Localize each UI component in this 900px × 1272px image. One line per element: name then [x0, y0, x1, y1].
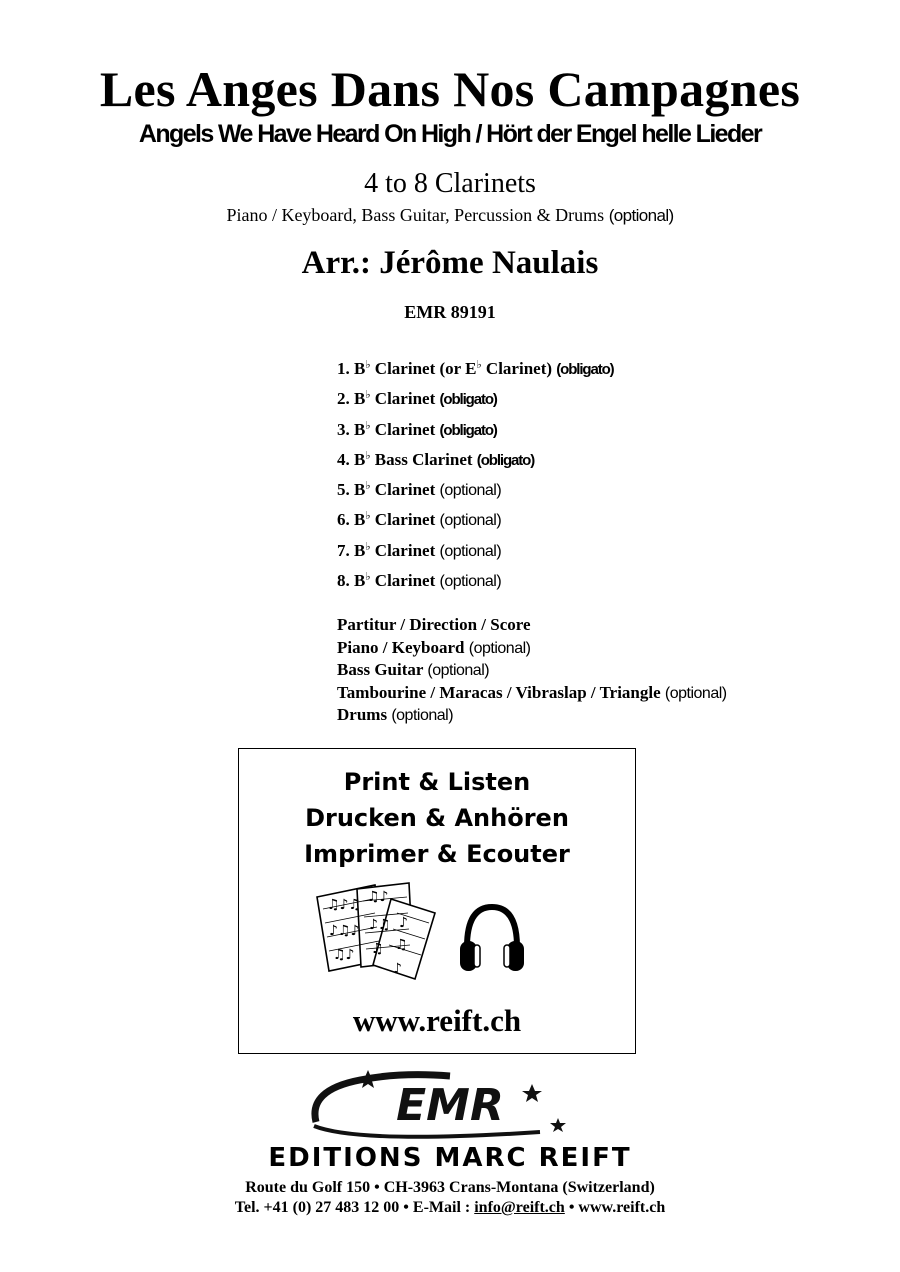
star-icon [358, 1070, 378, 1088]
subtitle: Angels We Have Heard On High / Hört der Engel helle Lieder [138, 120, 762, 148]
part-name: Bass Clarinet [370, 449, 477, 469]
page-title: Les Anges Dans Nos Campagnes [99, 61, 801, 117]
email-link[interactable]: info@reift.ch [474, 1199, 565, 1216]
flat-sign: ♭ [365, 540, 371, 553]
star-icon [550, 1118, 566, 1132]
catalog-number: EMR 89191 [404, 302, 496, 322]
part-name: Clarinet [370, 510, 440, 530]
extra-name: Partitur / Direction / Score [337, 615, 531, 634]
part-name: Clarinet [370, 540, 440, 560]
part-name: Clarinet [370, 571, 440, 591]
svg-text:♫♪♫: ♫♪♫ [327, 897, 362, 913]
flat-sign: ♭ [365, 510, 371, 523]
part-number: 2. B [337, 389, 366, 409]
part-item [337, 441, 614, 471]
flat-sign: ♭ [365, 480, 371, 493]
flat-sign: ♭ [365, 359, 371, 371]
flat-sign: ♭ [476, 359, 482, 371]
contact-separator: • [564, 1199, 579, 1216]
extra-name: Drums [337, 705, 392, 725]
extra-item [337, 682, 727, 705]
footer-website-link[interactable]: www.reift.ch [578, 1199, 666, 1216]
extra-item [337, 614, 727, 637]
part-number: 1. B [337, 359, 366, 378]
part-number: 3. B [337, 419, 366, 439]
instrumentation [0, 203, 900, 228]
svg-text:♫: ♫ [371, 941, 384, 957]
part-note: (optional) [439, 482, 502, 500]
svg-text:♪♫: ♪♫ [369, 917, 391, 933]
part-note: (optional) [439, 512, 502, 530]
extra-name: Piano / Keyboard [337, 637, 469, 657]
part-name: Clarinet [370, 389, 440, 409]
arranger: Arr.: Jérôme Naulais [301, 245, 599, 281]
part-item [337, 411, 614, 441]
part-name: Clarinet [370, 480, 440, 500]
part-note: (obligato) [476, 451, 535, 469]
flat-sign: ♭ [365, 571, 371, 584]
part-number: 4. B [337, 449, 366, 469]
part-name: Clarinet [370, 419, 440, 439]
svg-text:♪: ♪ [399, 915, 408, 931]
extra-name: Bass Guitar [337, 660, 428, 680]
part-note: (obligato) [439, 391, 497, 409]
part-number: 8. B [337, 571, 366, 591]
svg-text:♫♪: ♫♪ [367, 889, 389, 905]
part-name: Clarinet) [481, 359, 557, 378]
print-listen-box [238, 748, 636, 1054]
publisher-contact [0, 1198, 900, 1218]
part-number: 5. B [337, 480, 366, 500]
part-name: Clarinet (or E [370, 359, 477, 378]
part-note: (optional) [439, 542, 502, 560]
publisher-name: EDITIONS MARC REIFT [268, 1143, 632, 1173]
logo-text: EMR [396, 1080, 504, 1131]
promo-line-english: Print & Listen [343, 768, 531, 796]
svg-text:♫: ♫ [395, 937, 408, 953]
extra-item [337, 704, 727, 727]
part-item [337, 380, 614, 410]
promo-line-german: Drucken & Anhören [305, 804, 569, 832]
ensemble: 4 to 8 Clarinets [364, 168, 536, 199]
part-item [337, 471, 614, 501]
publisher-address: Route du Golf 150 • CH-3963 Crans-Montana (Switzerland) [245, 1179, 655, 1196]
extra-item [337, 659, 727, 682]
instrumentation-note: (optional) [608, 206, 674, 225]
extra-note: (optional) [468, 639, 531, 657]
part-note: (obligato) [556, 361, 614, 378]
website-link[interactable]: www.reift.ch [352, 1003, 522, 1038]
extra-note: (optional) [664, 684, 727, 702]
part-note: (obligato) [439, 421, 497, 439]
extra-item [337, 637, 727, 660]
svg-text:♪: ♪ [393, 961, 402, 977]
instrumentation-text: Piano / Keyboard, Bass Guitar, Percussion & Drums [226, 205, 605, 225]
parts-list [337, 350, 614, 592]
star-icon [522, 1084, 542, 1102]
flat-sign: ♭ [365, 419, 371, 432]
extra-note: (optional) [391, 707, 454, 725]
extra-note: (optional) [427, 662, 490, 680]
part-item [337, 350, 614, 380]
headphones-icon [457, 899, 527, 979]
extras-list [337, 614, 727, 727]
part-item [337, 562, 614, 592]
part-note: (optional) [439, 573, 502, 591]
part-number: 6. B [337, 510, 366, 530]
svg-text:♫♪: ♫♪ [333, 947, 355, 963]
emr-logo [300, 1070, 600, 1144]
extra-name: Tambourine / Maracas / Vibraslap / Triangle [337, 682, 665, 702]
flat-sign: ♭ [365, 389, 371, 402]
part-item [337, 501, 614, 531]
part-number: 7. B [337, 540, 366, 560]
part-item [337, 532, 614, 562]
svg-text:♪♫♪: ♪♫♪ [329, 923, 360, 939]
contact-phone: Tel. +41 (0) 27 483 12 00 • E-Mail : [234, 1199, 475, 1216]
flat-sign: ♭ [365, 449, 371, 462]
sheet-music-icon [313, 879, 443, 984]
promo-line-french: Imprimer & Ecouter [304, 840, 570, 868]
